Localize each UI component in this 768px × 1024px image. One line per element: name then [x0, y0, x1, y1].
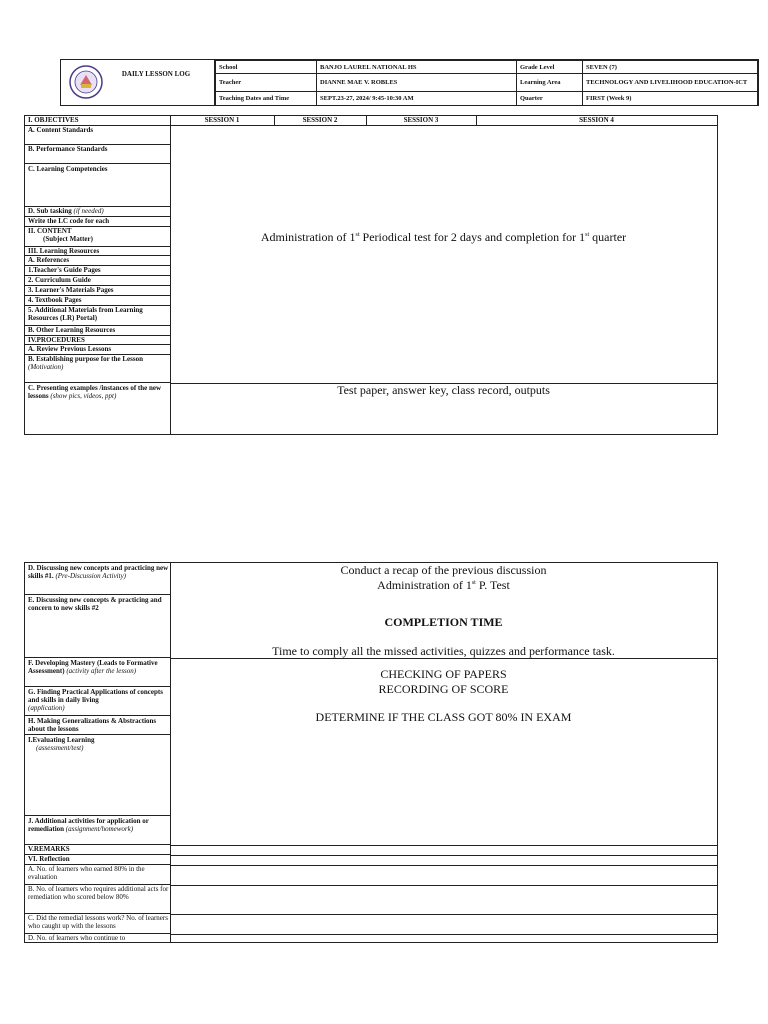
quarter-value: FIRST (Week 9): [583, 92, 758, 106]
logo-cell: [61, 60, 215, 105]
making-generalizations: H. Making Generalizations & Abstractions about the lessons: [25, 716, 170, 735]
divider-line-3: [170, 855, 717, 856]
teachers-guide-pages: 1.Teacher's Guide Pages: [25, 266, 170, 276]
admin-text: Administration of 1st P. Test: [377, 578, 510, 592]
sub-tasking: D. Sub tasking (if needed): [25, 207, 170, 217]
objectives-left-column: [25, 116, 171, 434]
divider-line-4: [170, 865, 717, 866]
dates-label: Teaching Dates and Time: [216, 92, 317, 106]
discussing-new-concepts-1: D. Discussing new concepts and practicing new skills #1. (Pre-Discussion Activity): [25, 563, 170, 595]
deped-seal-icon: [69, 65, 103, 99]
session-4-header: SESSION 4: [579, 116, 614, 124]
dates-value: SEPT.23-27, 2024/ 9:45-10:30 AM: [317, 92, 517, 106]
objectives-table: [24, 115, 718, 435]
learners-materials-pages: 3. Learner's Materials Pages: [25, 286, 170, 296]
dll-title: DAILY LESSON LOG: [121, 70, 191, 78]
divider-line-5: [170, 885, 717, 886]
completion-time-heading: COMPLETION TIME: [384, 615, 503, 629]
curriculum-guide: 2. Curriculum Guide: [25, 276, 170, 286]
quarter-label: Quarter: [517, 92, 583, 106]
objectives-header: I. OBJECTIVES: [25, 116, 170, 126]
divider-line-2: [170, 845, 717, 846]
procedures-left-column: [25, 563, 171, 942]
evaluating-learning: I.Evaluating Learning (assessment/test): [25, 735, 170, 816]
remedial-lessons-work: C. Did the remedial lessons work? No. of learners who caught up with the lessons: [25, 914, 170, 934]
grade-level-value: SEVEN (7): [583, 61, 758, 74]
determine-text: DETERMINE IF THE CLASS GOT 80% IN EXAM: [315, 710, 572, 724]
learning-area-label: Learning Area: [517, 74, 583, 92]
recap-text: Conduct a recap of the previous discussion: [340, 563, 547, 577]
discussing-new-concepts-2: E. Discussing new concepts & practicing and concern to new skills #2: [25, 595, 170, 658]
session-2-header: SESSION 2: [274, 116, 367, 125]
learners-continue: D. No. of learners who continue to: [28, 934, 126, 942]
divider-line-7: [170, 934, 717, 935]
reflection: VI. Reflection: [25, 855, 170, 865]
other-learning-resources: B. Other Learning Resources: [25, 326, 170, 336]
procedures: IV.PROCEDURES: [25, 336, 170, 345]
remarks: V.REMARKS: [25, 845, 170, 855]
learning-resources: III. Learning Resources: [25, 247, 170, 256]
materials-text: Test paper, answer key, class record, outputs: [337, 383, 550, 397]
presenting-examples: C. Presenting examples /instances of the new lessons (show pics, videos, ppt): [28, 384, 162, 400]
references: A. References: [25, 256, 170, 266]
developing-mastery: F. Developing Mastery (Leads to Formative Assessment) (activity after the lesson): [25, 658, 170, 687]
header-info-table: [215, 60, 758, 106]
additional-materials: 5. Additional Materials from Learning Resources (LR) Portal): [25, 306, 170, 326]
teacher-label: Teacher: [216, 74, 317, 92]
school-label: School: [216, 61, 317, 74]
session-1-header: SESSION 1: [170, 116, 275, 125]
divider-line-6: [170, 914, 717, 915]
performance-standards: B. Performance Standards: [25, 145, 170, 164]
additional-activities: J. Additional activities for application or remediation (assignment/homework): [25, 816, 170, 845]
content-subject-matter: II. CONTENT (Subject Matter): [25, 227, 170, 247]
learners-earned-80: A. No. of learners who earned 80% in the evaluation: [25, 865, 170, 885]
comply-text: Time to comply all the missed activities, quizzes and performance task.: [272, 644, 615, 658]
header-box: [60, 59, 759, 106]
sessions-header-row: [170, 116, 717, 126]
practical-applications: G. Finding Practical Applications of concepts and skills in daily living (application): [25, 687, 170, 716]
checking-text: CHECKING OF PAPERS: [380, 667, 507, 681]
learning-competencies: C. Learning Competencies: [25, 164, 170, 207]
review-previous-lessons: A. Review Previous Lessons: [25, 345, 170, 355]
teacher-value: DIANNE MAE V. ROBLES: [317, 74, 517, 92]
content-standards: A. Content Standards: [25, 126, 170, 145]
lc-code: Write the LC code for each: [25, 217, 170, 227]
establishing-purpose: B. Establishing purpose for the Lesson (Motivation): [25, 355, 170, 383]
school-value: BANJO LAUREL NATIONAL HS: [317, 61, 517, 74]
grade-level-label: Grade Level: [517, 61, 583, 74]
session-3-header: SESSION 3: [366, 116, 477, 125]
procedures-table: [24, 562, 718, 943]
textbook-pages: 4. Textbook Pages: [25, 296, 170, 306]
periodical-test-text: Administration of 1st Periodical test for 2 days and completion for 1st quarter: [260, 230, 627, 244]
learning-area-value: TECHNOLOGY AND LIVELIHOOD EDUCATION-ICT: [583, 74, 758, 92]
learners-require-remediation: B. No. of learners who requires additional acts for remediation who scored below 80%: [25, 885, 170, 914]
divider-line-1: [170, 658, 717, 659]
recording-text: RECORDING OF SCORE: [378, 682, 509, 696]
